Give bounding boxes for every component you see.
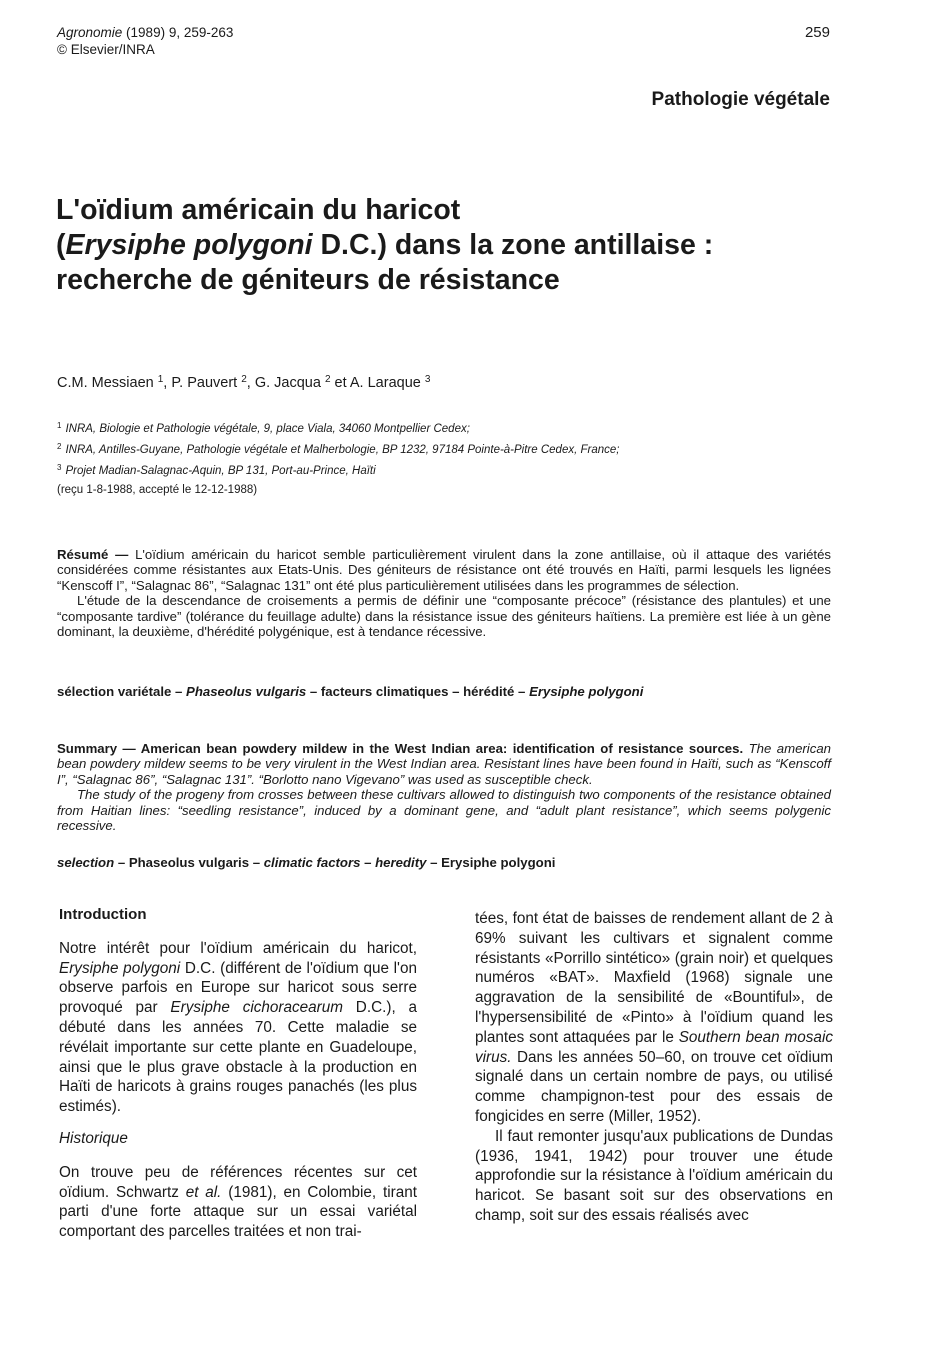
resume-abstract bbox=[57, 547, 831, 639]
title-species: Erysiphe polygoni bbox=[65, 229, 313, 261]
title-line-2: (Erysiphe polygoni D.C.) dans la zone antillaise : bbox=[56, 229, 714, 261]
intro-paragraph: Notre intérêt pour l'oïdium américain du haricot, Erysiphe polygoni D.C. (différent de l'oïdium que l'on observe parfois en Europe sur haricot sous serre provoqué par Erysiphe cichoracearum D.C.), a débuté dans les années 70. Cette maladie se révélait importante sur cette plante en Guadeloupe, ainsi que le plus grave obstacle à la production en Haïti de haricots à grains rouges panachés (les plus estimés). bbox=[59, 939, 417, 1116]
title-line-3: recherche de géniteurs de résistance bbox=[56, 264, 560, 296]
affiliation-2: $^2$ INRA, Antilles-Guyane, Pathologie végétale et Malherbologie, BP 1232, 97184 Pointe-à-Pitre Cedex, France; bbox=[57, 442, 620, 456]
right-paragraph-2: Il faut remonter jusqu'aux publications de Dundas (1936, 1941, 1942) pour trouver une étude approfondie sur la résistance à l'oïdium américain du haricot. Se basant soit sur des observations en champ, soit sur des essais réalisés avec bbox=[475, 1127, 833, 1224]
affiliation-1: $^1$ INRA, Biologie et Pathologie végétale, 9, place Viala, 34060 Montpellier Cedex; bbox=[57, 421, 470, 435]
summary-abstract bbox=[57, 741, 831, 833]
affiliations bbox=[57, 417, 619, 480]
body-right-column bbox=[475, 909, 833, 1226]
article-title bbox=[56, 193, 856, 298]
journal-ref: (1989) 9, 259-263 bbox=[122, 25, 234, 40]
summary-heading: Summary — American bean powdery mildew in the West Indian area: identification of resistance sources. bbox=[57, 741, 744, 756]
journal-citation bbox=[57, 24, 233, 58]
summary-paragraph-1: Summary — American bean powdery mildew in the West Indian area: identification of resistance sources. The american bean powdery mildew seems to be very virulent in the West Indian area. Resistant lines have been found in Haïti, such as “Kenscoff I”, “Salagnac 86”, “Salagnac 131”. “Borlotto nano Vigevano” was used as susceptible check. bbox=[57, 741, 831, 787]
introduction-heading: Introduction bbox=[59, 906, 147, 923]
page-number: 259 bbox=[804, 24, 830, 41]
keywords-french: sélection variétale – Phaseolus vulgaris – facteurs climatiques – hérédité – Erysiphe polygoni bbox=[57, 684, 644, 699]
keywords-english: selection – Phaseolus vulgaris – climatic factors – heredity – Erysiphe polygoni bbox=[57, 855, 556, 870]
title-line-1: L'oïdium américain du haricot bbox=[56, 194, 461, 226]
resume-heading: Résumé — bbox=[57, 547, 129, 562]
resume-paragraph-1: Résumé — L'oïdium américain du haricot semble particulièrement virulent dans la zone antillaise, où il attaque des variétés considérées comme résistantes aux Etats-Unis. Des géniteurs de résistance ont été trouvés en Haïti, parmi lesquels les lignées “Kenscoff I”, “Salagnac 86”, “Salagnac 131” ont été plus particulièrement utilisées dans les programmes de sélection. bbox=[57, 547, 831, 593]
affiliation-3: $^3$ Projet Madian-Salagnac-Aquin, BP 131, Port-au-Prince, Haïti bbox=[57, 463, 376, 477]
summary-paragraph-2: The study of the progeny from crosses between these cultivars allowed to distinguish two components of the resistance obtained from Haitian lines: “seedling resistance”, induced by a dominant gene, and “adult plant resistance”, which seems polygenic recessive. bbox=[57, 787, 831, 834]
section-heading: Pathologie végétale bbox=[651, 89, 830, 110]
historique-heading: Historique bbox=[59, 1129, 128, 1147]
journal-name: Agronomie bbox=[57, 25, 123, 40]
resume-paragraph-2: L'étude de la descendance de croisements a permis de définir une “composante précoce” (résistance des plantules) et une “composante tardive” (tolérance du feuillage adulte) dans la résistance issue des géniteurs haïtiens. La première est liée à un gène dominant, la deuxième, d'hérédité polygénique, est à tendance récessive. bbox=[57, 593, 831, 640]
authors: C.M. Messiaen $^1$, P. Pauvert $^2$, G. Jacqua $^2$ et A. Laraque $^3$ bbox=[57, 374, 431, 391]
publisher: © Elsevier/INRA bbox=[57, 42, 155, 57]
body-left-column bbox=[59, 905, 417, 1242]
historique-paragraph: On trouve peu de références récentes sur cet oïdium. Schwartz et al. (1981), en Colombie, tirant parti d'une forte attaque sur un essai variétal comportant des parcelles traitées et non trai- bbox=[59, 1163, 418, 1241]
received-dates: (reçu 1-8-1988, accepté le 12-12-1988) bbox=[57, 484, 258, 496]
right-paragraph-1: tées, font état de baisses de rendement allant de 2 à 69% suivant les cultivars et signalent comme résistants «Porrillo sintético» (grain noir) et quelques numéros «BAT». Maxfield (1968) signale une aggravation de la sensibilité de «Bountiful», de l'hypersensibilité de «Pinto» à l'oïdium quand les plantes sont attaquées par le Southern bean mosaic virus. Dans les années 50–60, on trouve cet oïdium signalé dans un certain nombre de pays, ou utilisé comme champignon-test pour des essais de fongicides en serre (Miller, 1952). bbox=[475, 910, 833, 1125]
